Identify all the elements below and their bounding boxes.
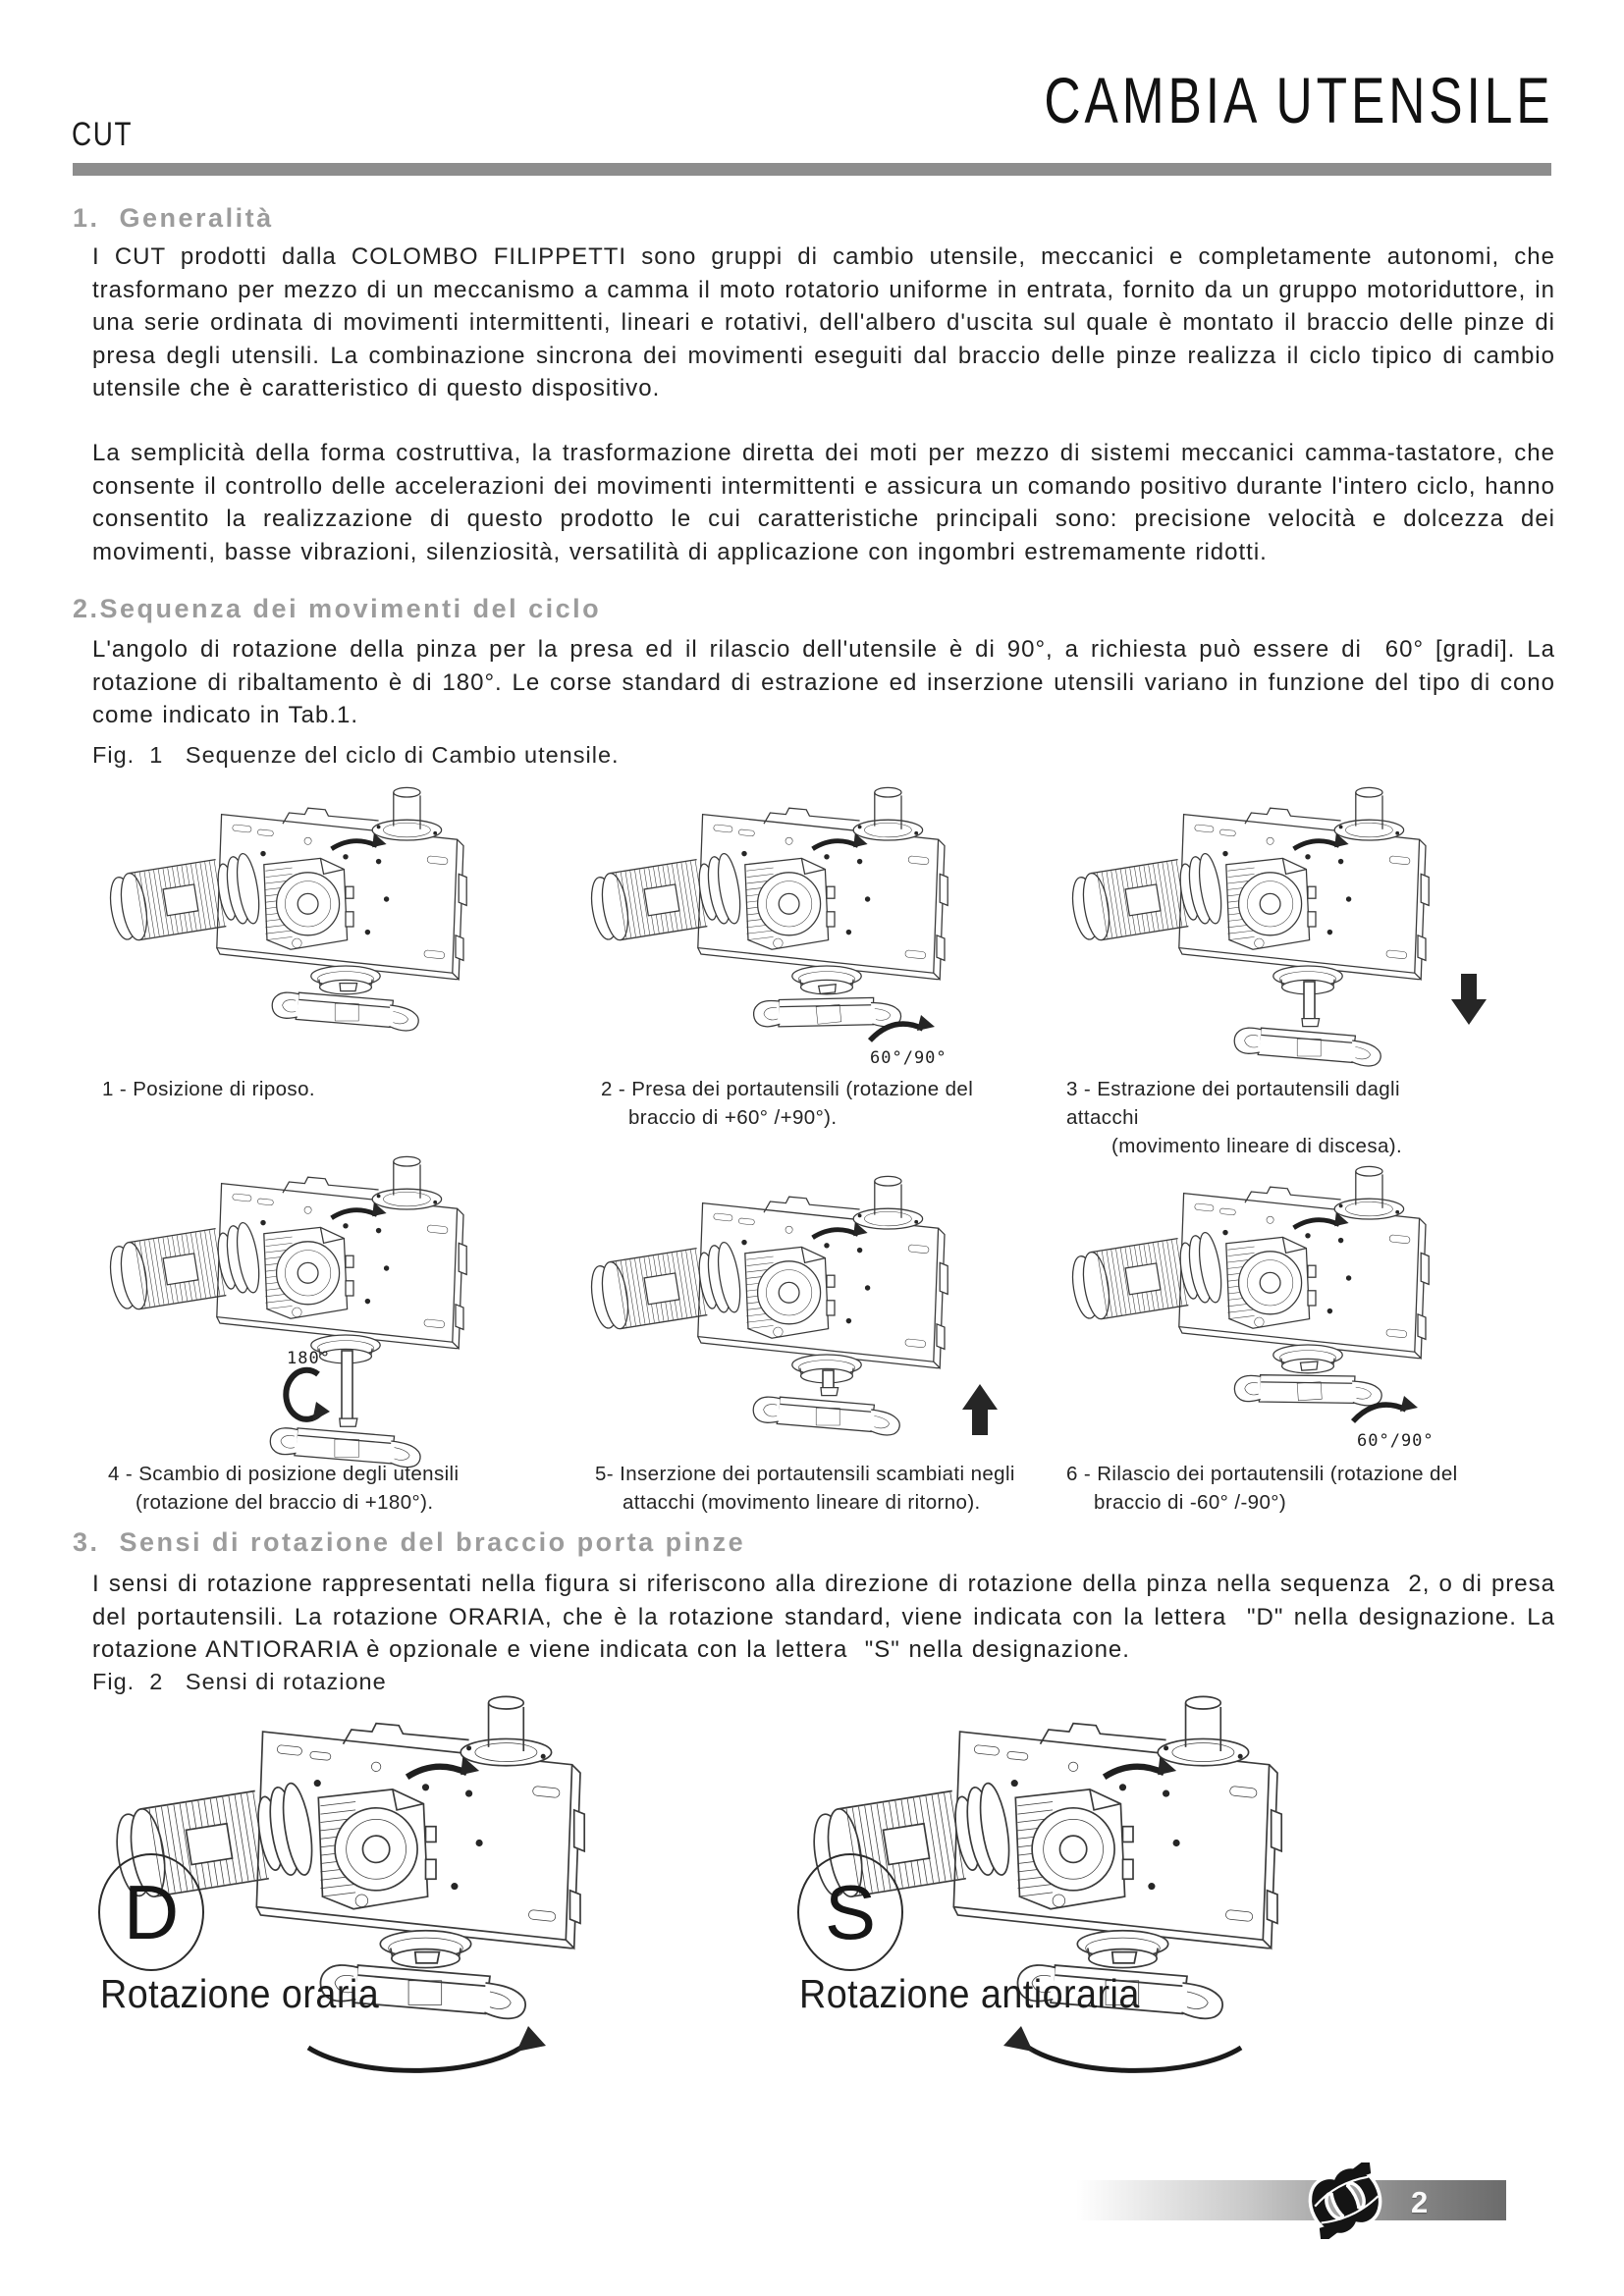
up-arrow-icon bbox=[962, 1384, 998, 1435]
caption-line: (rotazione del braccio di +180°). bbox=[135, 1491, 434, 1514]
caption-line: attacchi bbox=[1066, 1106, 1139, 1129]
fig1-step2-drawing bbox=[575, 777, 1037, 1082]
product-code: CUT bbox=[72, 116, 134, 153]
fig1-step5-caption bbox=[595, 1460, 1056, 1517]
fig1-step6-drawing bbox=[1056, 1156, 1518, 1480]
angle-label: 60°/90° bbox=[870, 1048, 947, 1068]
section3-heading: 3. Sensi di rotazione del braccio porta pinze bbox=[73, 1527, 746, 1557]
caption-line: 6 - Rilascio dei portautensili (rotazione del bbox=[1066, 1463, 1458, 1485]
fig1-step1-drawing bbox=[94, 777, 556, 1082]
caption-line: 4 - Scambio di posizione degli utensili bbox=[108, 1463, 460, 1485]
caption-line: (movimento lineare di discesa). bbox=[1111, 1135, 1403, 1157]
gripper-arm bbox=[272, 984, 418, 1031]
fig1-step2-caption bbox=[601, 1075, 1033, 1132]
fig1-step3-drawing bbox=[1056, 777, 1518, 1082]
fig1-step5-drawing bbox=[575, 1166, 1037, 1490]
machine-drawing-step4 bbox=[94, 1147, 556, 1470]
clockwise-arrow-icon bbox=[308, 2026, 546, 2070]
company-logo-icon bbox=[1294, 2163, 1396, 2244]
fig1-step1-caption bbox=[102, 1075, 524, 1103]
angle-label: 60°/90° bbox=[1357, 1431, 1435, 1451]
machine-drawing-step5 bbox=[575, 1166, 1037, 1490]
section3-paragraph1: I sensi di rotazione rappresentati nella figura si riferiscono alla direzione di rotazione della pinza nella sequenza 2, o di presa del portautensili. La rotazione ORARIA, che è la rotazione standard, viene indicata con la lettera "D" nella designazione. La rotazione ANTIORARIA è opzionale e viene indicata con la lettera "S" nella designazione. bbox=[92, 1571, 1564, 1663]
section1-paragraph1: I CUT prodotti dalla COLOMBO FILIPPETTI sono gruppi di cambio utensile, meccanici e completamente autonomi, che trasformano per mezzo di un meccanismo a camma il moto rotatorio uniforme in entrata, fornito da un gruppo motoriduttore, in una serie ordinata di movimenti intermittenti, lineari e rotativi, dell'albero d'uscita sul quale è montato il braccio delle pinze di presa degli utensili. La combinazione sincrona dei movimenti eseguiti dal braccio delle pinze realizza il ciclo tipico di cambio utensile che è caratteristico di questo dispositivo. bbox=[92, 243, 1564, 401]
page-number: 2 bbox=[1411, 2185, 1429, 2219]
caption-line: 5- Inserzione dei portautensili scambiati negli bbox=[595, 1463, 1015, 1485]
caption-line: 3 - Estrazione dei portautensili dagli bbox=[1066, 1078, 1400, 1100]
down-arrow-icon bbox=[1451, 974, 1487, 1025]
section1-heading: 1. Generalità bbox=[73, 203, 274, 233]
machine-drawing-step6 bbox=[1056, 1156, 1518, 1480]
page-title: CAMBIA UTENSILE bbox=[1043, 64, 1553, 136]
angle-label: 180° bbox=[287, 1349, 331, 1368]
section2-paragraph1: L'angolo di rotazione della pinza per la presa ed il rilascio dell'utensile è di 90°, a richiesta può essere di 60° [gradi]. La rotazione di ribaltamento è di 180°. Le corse standard di estrazione ed inserzione utensili variano in funzione del tipo di cono come indicato in Tab.1. bbox=[92, 636, 1564, 728]
caption-line: 2 - Presa dei portautensili (rotazione del bbox=[601, 1078, 974, 1100]
fig1-step3-caption bbox=[1066, 1075, 1518, 1160]
caption-line: braccio di +60° /+90°). bbox=[628, 1106, 838, 1129]
fig1-label: Fig. 1 Sequenze del ciclo di Cambio utensile. bbox=[92, 742, 620, 768]
direction-badge-s bbox=[797, 1853, 903, 1971]
caption-line: attacchi (movimento lineare di ritorno). bbox=[623, 1491, 981, 1514]
section1-paragraph2: La semplicità della forma costruttiva, la trasformazione diretta dei moti per mezzo di sistemi meccanici camma-tastatore, che consente il controllo delle accelerazioni dei movimenti intermittenti e assicura un comando positivo durante l'intero ciclo, hanno consentito la realizzazione di questo prodotto le cui caratteristiche principali sono: precisione velocità e dolcezza dei movimenti, basse vibrazioni, silenziosità, versatilità di applicazione con ingombri estremamente ridotti. bbox=[92, 440, 1564, 565]
fig2-label: Fig. 2 Sensi di rotazione bbox=[92, 1669, 387, 1694]
direction-letter-d: D bbox=[123, 1868, 180, 1955]
gripper-arm bbox=[1234, 1019, 1380, 1066]
direction-badge-d bbox=[98, 1853, 204, 1971]
fig1-step6-caption bbox=[1066, 1460, 1528, 1517]
machine-drawing-step3 bbox=[1056, 777, 1518, 1082]
clockwise-caption: Rotazione oraria bbox=[100, 1971, 380, 2016]
machine-drawing-step2 bbox=[575, 777, 1037, 1082]
rotation-180-arrow-icon bbox=[286, 1370, 330, 1421]
fig1-step4-drawing bbox=[94, 1147, 556, 1470]
section2-heading: 2.Sequenza dei movimenti del ciclo bbox=[73, 594, 602, 623]
header-divider-bar bbox=[73, 163, 1551, 176]
caption-line: braccio di -60° /-90°) bbox=[1094, 1491, 1287, 1514]
counterclockwise-arrow-icon bbox=[1003, 2026, 1241, 2070]
fig1-step4-caption bbox=[108, 1460, 530, 1517]
footer-bar bbox=[1076, 2180, 1506, 2220]
direction-letter-s: S bbox=[824, 1868, 877, 1955]
gripper-arm bbox=[1233, 1358, 1382, 1415]
machine-drawing-step1 bbox=[94, 777, 556, 1082]
counterclockwise-caption: Rotazione antioraria bbox=[799, 1971, 1140, 2016]
gripper-arm bbox=[753, 1388, 899, 1435]
caption-line: 1 - Posizione di riposo. bbox=[102, 1078, 315, 1100]
